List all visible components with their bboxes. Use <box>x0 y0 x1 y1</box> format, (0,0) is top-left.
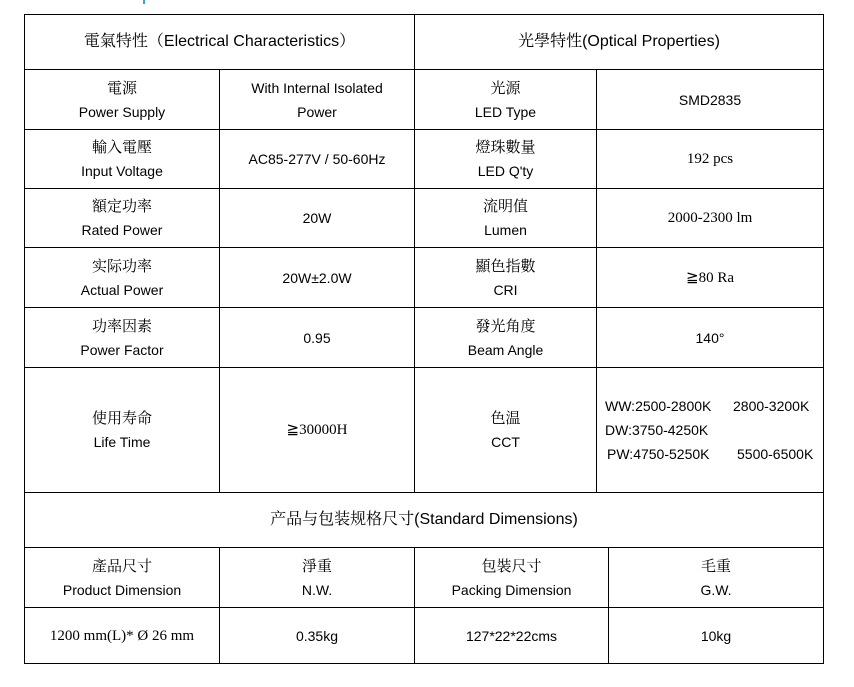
label-en: Lumen <box>484 222 527 238</box>
label-zh: 使用寿命 <box>91 409 152 427</box>
label-zh: 功率因素 <box>91 316 152 335</box>
value-product-dimension <box>24 607 220 664</box>
header-net-weight <box>219 547 415 608</box>
value-packing-dimension <box>414 607 609 664</box>
label-led-type <box>414 69 597 130</box>
label-led-qty <box>414 129 597 189</box>
label-en: Rated Power <box>81 222 163 238</box>
value-line: AC85-277V / 50-60Hz <box>248 151 386 167</box>
label-en: LED Q'ty <box>477 163 534 179</box>
label-life-time <box>24 367 220 493</box>
value-net-weight <box>219 607 415 664</box>
label-en: Beam Angle <box>467 341 544 358</box>
value-led-qty <box>596 129 824 189</box>
label-beam-angle <box>414 307 597 368</box>
label-cct <box>414 367 597 493</box>
label-zh: 色温 <box>490 409 521 427</box>
label-zh: 顯色指數 <box>475 256 536 275</box>
value-cri <box>596 247 824 308</box>
value-life-time <box>219 367 415 493</box>
value-text: 1200 mm(L)* Ø 26 mm <box>49 627 195 644</box>
label-rated-power <box>24 188 220 248</box>
dimensions-title-text: 产品与包装规格尺寸(Standard Dimensions) <box>270 511 578 528</box>
value-text: 0.35kg <box>295 627 339 644</box>
header-en: N.W. <box>301 581 333 598</box>
top-accent-mark <box>143 0 145 4</box>
label-zh: 流明值 <box>482 197 528 215</box>
label-en: Input Voltage <box>81 163 163 179</box>
value-line: 0.95 <box>303 329 331 346</box>
value-line: Power <box>297 103 337 120</box>
cct-ww: WW:2500-2800K <box>605 398 712 414</box>
label-actual-power <box>24 247 220 308</box>
value-text: SMD2835 <box>678 91 742 108</box>
value-lumen <box>596 188 824 248</box>
value-line: 20W±2.0W <box>282 269 352 286</box>
label-en: Life Time <box>93 434 151 450</box>
optical-title-text: 光學特性(Optical Properties) <box>518 33 720 50</box>
header-en: Packing Dimension <box>451 581 572 598</box>
label-en: LED Type <box>474 103 537 120</box>
cct-pw: PW:4750-5250K <box>607 446 710 462</box>
label-en: CCT <box>491 434 520 450</box>
value-input-voltage <box>219 129 415 189</box>
label-en: Power Supply <box>78 103 166 120</box>
label-zh: 發光角度 <box>475 316 536 335</box>
cct-dw: DW:3750-4250K <box>605 422 709 438</box>
value-gross-weight <box>608 607 824 664</box>
label-zh: 電源 <box>106 78 137 97</box>
header-gross-weight <box>608 547 824 608</box>
optical-section-title <box>414 14 824 70</box>
electrical-section-title <box>24 14 415 70</box>
value-text: 10kg <box>700 627 732 644</box>
label-power-supply <box>24 69 220 130</box>
dimensions-section-title <box>24 492 824 548</box>
value-led-type <box>596 69 824 130</box>
header-zh: 包裝尺寸 <box>481 556 542 575</box>
label-en: Actual Power <box>80 281 164 298</box>
value-text: 192 pcs <box>686 151 734 167</box>
header-product-dimension <box>24 547 220 608</box>
label-en: Power Factor <box>80 341 164 358</box>
label-zh: 額定功率 <box>91 197 152 215</box>
cct-pw-alt: 5500-6500K <box>737 446 814 462</box>
header-packing-dimension <box>414 547 609 608</box>
value-text: ≧80 Ra <box>686 269 734 286</box>
value-rated-power <box>219 188 415 248</box>
value-text: 2000-2300 lm <box>667 210 753 226</box>
value-beam-angle <box>596 307 824 368</box>
header-en: G.W. <box>700 581 732 598</box>
label-input-voltage <box>24 129 220 189</box>
electrical-title-text: 電氣特性（Electrical Characteristics） <box>83 33 356 50</box>
cct-line-2 <box>605 418 708 442</box>
label-zh: 燈珠數量 <box>475 138 536 156</box>
value-actual-power <box>219 247 415 308</box>
value-text: 127*22*22cms <box>465 627 558 644</box>
label-cri <box>414 247 597 308</box>
value-text: 140° <box>695 329 725 346</box>
label-lumen <box>414 188 597 248</box>
value-power-supply <box>219 69 415 130</box>
label-en: CRI <box>493 281 518 298</box>
value-line: 20W <box>302 210 332 226</box>
value-power-factor <box>219 307 415 368</box>
value-line: ≧30000H <box>286 422 348 438</box>
label-zh: 实际功率 <box>91 256 152 275</box>
header-zh: 產品尺寸 <box>91 556 152 575</box>
cct-ww-alt: 2800-3200K <box>733 398 810 414</box>
header-zh: 毛重 <box>700 556 731 575</box>
label-zh: 光源 <box>490 78 521 97</box>
label-zh: 輸入電壓 <box>91 138 152 156</box>
cct-line-3 <box>605 442 813 466</box>
value-cct <box>596 367 824 493</box>
value-line: With Internal Isolated <box>251 79 383 96</box>
header-en: Product Dimension <box>62 581 182 598</box>
cct-line-1 <box>605 394 809 418</box>
spec-sheet <box>24 14 824 664</box>
label-power-factor <box>24 307 220 368</box>
header-zh: 淨重 <box>301 556 332 575</box>
